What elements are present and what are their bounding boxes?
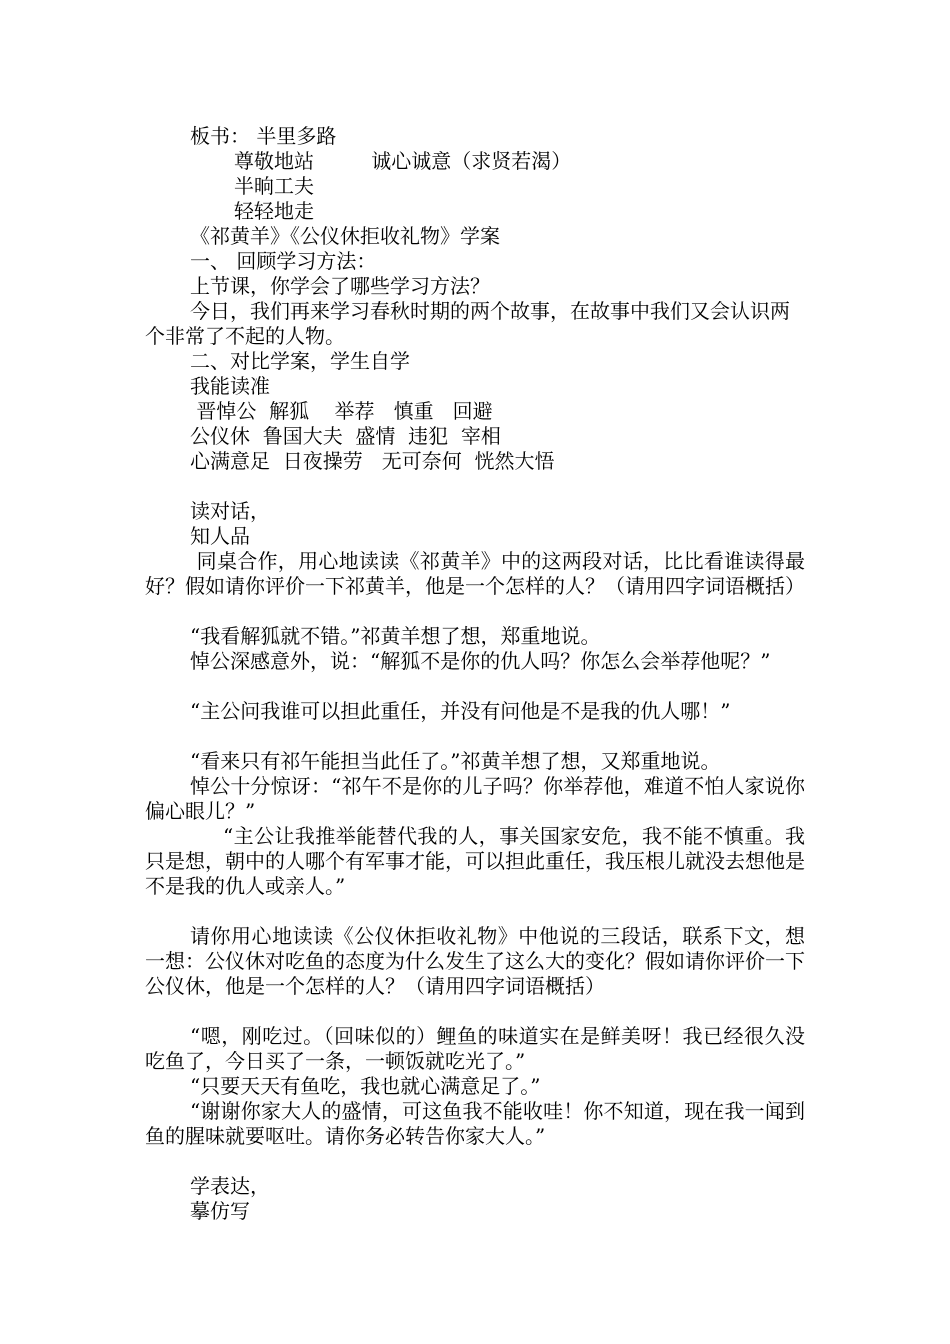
- vocabulary-line: 晋悼公 解狐 举荐 慎重 回避: [190, 399, 493, 423]
- subsection-title: 读对话，: [190, 499, 270, 523]
- board-line: 尊敬地站 诚心诚意（求贤若渴）: [234, 149, 572, 173]
- dialogue-line: 悼公深感意外，说：“解狐不是你的仇人吗？你怎么会举荐他呢？”: [190, 649, 771, 673]
- dialogue-line: 悼公十分惊讶：“祁午不是你的儿子吗？你举荐他，难道不怕人家说你偏心眼儿？”: [145, 774, 805, 823]
- vocabulary-line: 公仪休 鲁国大夫 盛情 违犯 宰相: [190, 424, 501, 448]
- subsection-title: 我能读准: [190, 374, 270, 398]
- board-title: 板书： 半里多路: [190, 124, 337, 148]
- vocabulary-line: 心满意足 日夜操劳 无可奈何 恍然大悟: [190, 449, 555, 473]
- dialogue-line: “谢谢你家大人的盛情，可这鱼我不能收哇！你不知道，现在我一闻到鱼的腥味就要呕吐。请你务必转告你家大人。”: [145, 1099, 805, 1148]
- paragraph: 上节课，你学会了哪些学习方法？: [190, 274, 490, 298]
- subsection-title: 摹仿写: [190, 1199, 250, 1223]
- section-title: 二、对比学案，学生自学: [190, 349, 410, 373]
- worksheet-heading: 《祁黄羊》《公仪休拒收礼物》学案: [190, 224, 500, 248]
- section-title: 一、 回顾学习方法：: [190, 249, 377, 273]
- paragraph: 同桌合作，用心地读读《祁黄羊》中的这两段对话，比比看谁读得最好？假如请你评价一下祁黄羊，他是一个怎样的人？（请用四字词语概括）: [145, 549, 806, 598]
- dialogue-line: “我看解狐就不错。”祁黄羊想了想，郑重地说。: [190, 624, 601, 648]
- paragraph: 请你用心地读读《公仪休拒收礼物》中他说的三段话，联系下文，想一想：公仪休对吃鱼的态度为什么发生了这么大的变化？假如请你评价一下公仪休，他是一个怎样的人？（请用四字词语概括）: [145, 924, 805, 998]
- paragraph: 今日，我们再来学习春秋时期的两个故事，在故事中我们又会认识两个非常了不起的人物。: [145, 299, 790, 348]
- subsection-title: 学表达，: [190, 1174, 270, 1198]
- dialogue-line: “嗯，刚吃过。（回味似的）鲤鱼的味道实在是鲜美呀！我已经很久没吃鱼了，今日买了一条，一顿饭就吃光了。”: [145, 1024, 805, 1073]
- dialogue-line: “主公问我谁可以担此重任，并没有问他是不是我的仇人哪！”: [190, 699, 731, 723]
- dialogue-line: “看来只有祁午能担当此任了。”祁黄羊想了想，又郑重地说。: [190, 749, 721, 773]
- dialogue-line: “只要天天有鱼吃，我也就心满意足了。”: [190, 1074, 541, 1098]
- subsection-title: 知人品: [190, 524, 250, 548]
- board-line: 半晌工夫: [234, 174, 314, 198]
- board-line: 轻轻地走: [234, 199, 314, 223]
- dialogue-line: “主公让我推举能替代我的人，事关国家安危，我不能不慎重。我只是想，朝中的人哪个有军事才能，可以担此重任，我压根儿就没去想他是不是我的仇人或亲人。”: [145, 824, 805, 898]
